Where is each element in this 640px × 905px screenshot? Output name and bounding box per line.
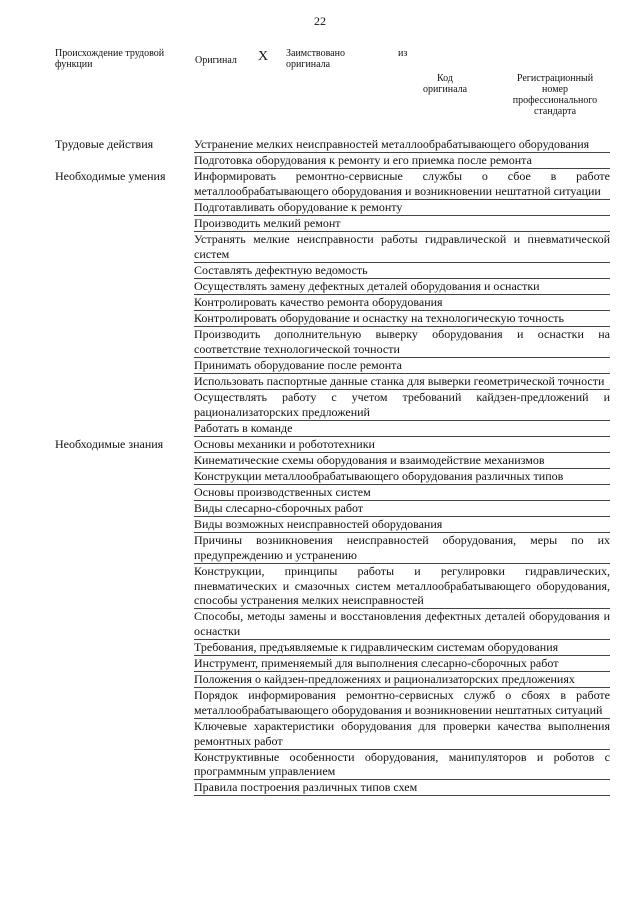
- section-title: Трудовые действия: [55, 137, 154, 151]
- table-row: Информировать ремонтно-сервисные службы о сбое в работе металлообрабатывающего оборудования и возникновении нештатной ситуации: [194, 169, 610, 200]
- function-table: [55, 137, 610, 796]
- table-row: Осуществлять замену дефектных деталей оборудования и оснастки: [194, 279, 610, 295]
- table-row: Причины возникновения неисправностей оборудования, меры по их предупреждению и устранению: [194, 533, 610, 564]
- table-row: Инструмент, применяемый для выполнения слесарно-сборочных работ: [194, 656, 610, 672]
- borrowed-line1: Заимствовано: [286, 48, 345, 59]
- x-mark: X: [258, 49, 269, 64]
- registration-number-label: [500, 73, 610, 117]
- section-items: [194, 437, 610, 797]
- table-row: Принимать оборудование после ремонта: [194, 358, 610, 374]
- origin-label: [55, 48, 185, 70]
- table-row: Положения о кайдзен-предложениях и рационализаторских предложениях: [194, 672, 610, 688]
- table-row: Подготовка оборудования к ремонту и его приемка после ремонта: [194, 153, 610, 169]
- code-line1: Код: [437, 73, 453, 84]
- table-row: Устранять мелкие неисправности работы гидравлической и пневматической систем: [194, 232, 610, 263]
- table-row: Правила построения различных типов схем: [194, 780, 610, 796]
- page-number: 22: [314, 14, 326, 28]
- table-row: Составлять дефектную ведомость: [194, 263, 610, 279]
- table-section: [55, 437, 610, 797]
- table-row: Контролировать качество ремонта оборудования: [194, 295, 610, 311]
- table-row: Конструкции металлообрабатывающего оборудования различных типов: [194, 469, 610, 485]
- reg-line4: стандарта: [533, 106, 577, 117]
- table-row: Требования, предъявляемые к гидравлическим системам оборудования: [194, 640, 610, 656]
- table-row: Подготавливать оборудование к ремонту: [194, 200, 610, 216]
- from-label: из: [398, 48, 408, 59]
- table-section: [55, 137, 610, 169]
- code-line2: оригинала: [422, 84, 468, 95]
- borrowed-line2: оригинала: [286, 59, 331, 70]
- table-row: Виды возможных неисправностей оборудования: [194, 517, 610, 533]
- origin-label-line2: функции: [55, 59, 93, 70]
- section-items: [194, 169, 610, 437]
- table-row: Основы механики и робототехники: [194, 437, 610, 453]
- reg-line1: Регистрационный: [516, 73, 594, 84]
- origin-label-line1: Происхождение трудовой: [55, 48, 165, 59]
- code-of-original-label: [420, 73, 470, 95]
- table-row: Основы производственных систем: [194, 485, 610, 501]
- table-row: Использовать паспортные данные станка для выверки геометрической точности: [194, 374, 610, 390]
- table-row: Работать в команде: [194, 421, 610, 437]
- table-row: Кинематические схемы оборудования и взаимодействие механизмов: [194, 453, 610, 469]
- table-row: Устранение мелких неисправностей металлообрабатывающего оборудования: [194, 137, 610, 153]
- section-items: [194, 137, 610, 169]
- table-row: Осуществлять работу с учетом требований кайдзен-предложений и рационализаторских предложений: [194, 390, 610, 421]
- table-row: Способы, методы замены и восстановления дефектных деталей оборудования и оснастки: [194, 609, 610, 640]
- table-row: Конструктивные особенности оборудования, манипуляторов и роботов с программным управлением: [194, 750, 610, 781]
- original-label: Оригинал: [195, 55, 237, 66]
- table-row: Контролировать оборудование и оснастку на технологическую точность: [194, 311, 610, 327]
- section-title: Необходимые знания: [55, 436, 164, 451]
- section-title: Необходимые умения: [55, 169, 166, 184]
- table-row: Производить дополнительную выверку оборудования и оснастки на соответствие технологической точности: [194, 327, 610, 358]
- table-section: [55, 169, 610, 437]
- reg-line2: номер: [542, 84, 568, 95]
- table-row: Производить мелкий ремонт: [194, 216, 610, 232]
- table-row: Порядок информирования ремонтно-сервисных служб о сбоях в работе металлообрабатывающего оборудования и возникновении нештатных ситуаций: [194, 688, 610, 719]
- borrowed-label: [286, 48, 345, 70]
- table-row: Ключевые характеристики оборудования для проверки качества выполнения ремонтных работ: [194, 719, 610, 750]
- table-row: Виды слесарно-сборочных работ: [194, 501, 610, 517]
- table-row: Конструкции, принципы работы и регулировки гидравлических, пневматических и смазочных систем металлообрабатывающего оборудования, способы устранения мелких неисправностей: [194, 564, 610, 609]
- reg-line3: профессионального: [512, 95, 598, 106]
